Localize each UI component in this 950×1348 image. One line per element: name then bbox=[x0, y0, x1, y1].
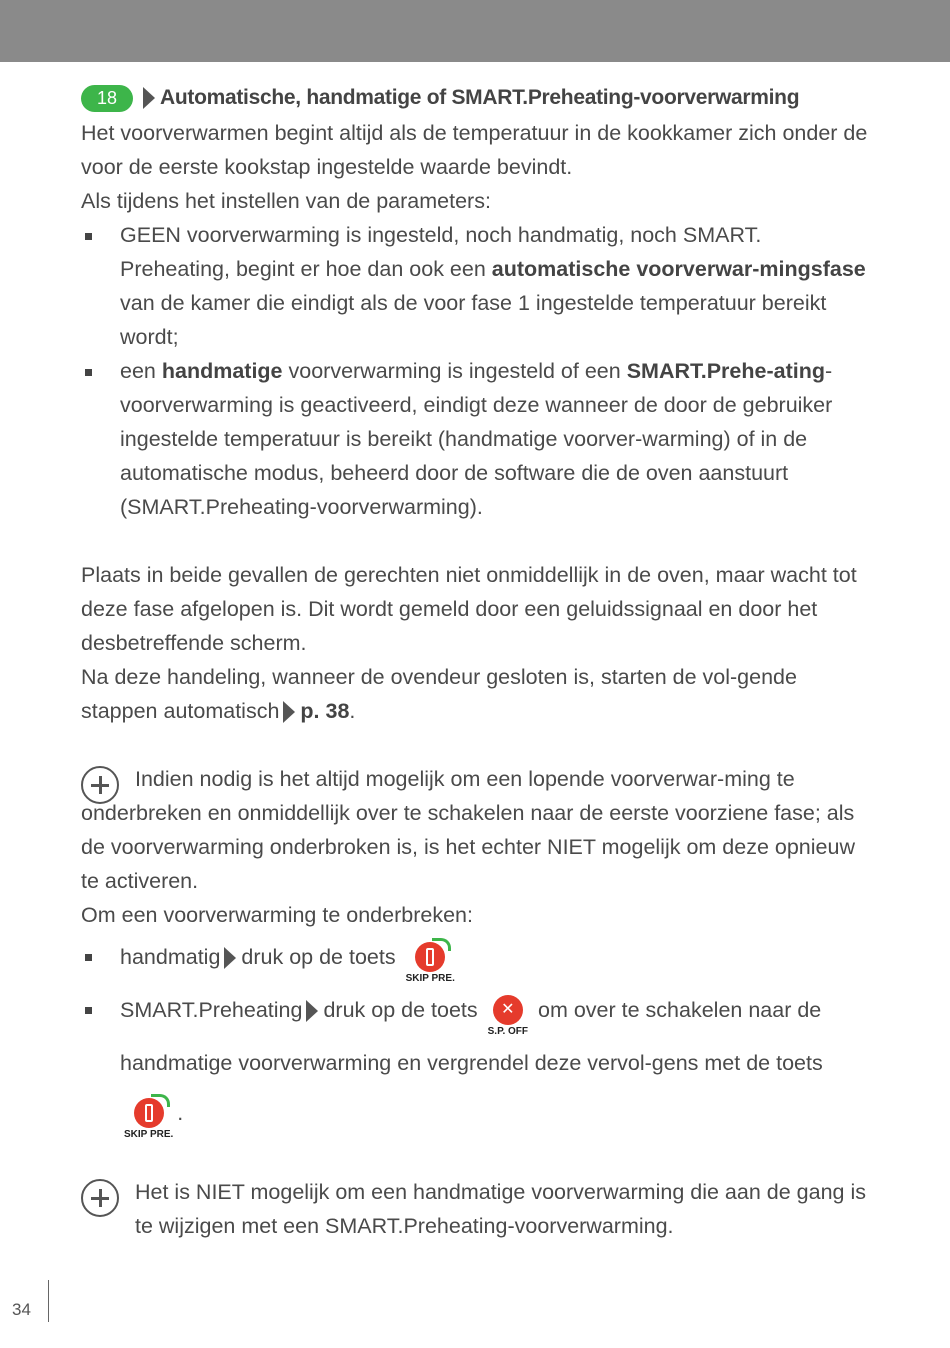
sp-off-key-icon: ✕ S.P. OFF bbox=[488, 995, 528, 1038]
skip-preheat-key-icon: SKIP PRE. bbox=[406, 942, 455, 985]
note-lead: Om een voorverwarming te onderbreken: bbox=[81, 903, 473, 927]
plus-icon bbox=[81, 766, 119, 804]
skip-preheat-key-icon: SKIP PRE. bbox=[124, 1098, 173, 1141]
arrow-right-icon bbox=[224, 947, 236, 969]
sequence-paragraph: Na deze handeling, wanneer de ovendeur gesloten is, starten de vol-gende stappen automatisch p. 38. bbox=[81, 665, 797, 723]
main-content bbox=[81, 80, 871, 1243]
intro-lead: Als tijdens het instellen van de parameters: bbox=[81, 189, 491, 213]
plus-icon bbox=[81, 1179, 119, 1217]
section-number-badge: 18 bbox=[81, 85, 133, 112]
list-item: een handmatige voorverwarming is ingesteld of een SMART.Prehe-ating-voorverwarming is geactiveerd, eindigt deze wanneer de door de gebruiker ingestelde temperatuur is bereikt (handmatige voorver-warming) of in de automatische modus, beheerd door de software die de oven aanstuurt (SMART.Preheating-voorverwarming). bbox=[81, 354, 871, 524]
section-title: Automatische, handmatige of SMART.Preheating-voorverwarming bbox=[160, 86, 800, 109]
note-text: Indien nodig is het altijd mogelijk om een lopende voorverwar-ming te onderbreken en onmiddellijk over te schakelen naar de eerste voorziene fase; als de voorverwarming onderbroken is, is het echter NIET mogelijk om deze opnieuw te activeren. bbox=[81, 767, 855, 893]
arrow-right-icon bbox=[143, 87, 155, 109]
note-no-change bbox=[81, 1175, 871, 1243]
condition-list bbox=[81, 218, 871, 524]
page-number: 34 bbox=[12, 1300, 31, 1319]
arrow-right-icon bbox=[283, 701, 295, 723]
list-item: GEEN voorverwarming is ingesteld, noch handmatig, noch SMART. Preheating, begint er hoe dan ook een automatische voorverwar-mingsfase van de kamer die eindigt als de voor fase 1 ingestelde temperatuur bereikt wordt; bbox=[81, 218, 871, 354]
note-interrupt bbox=[81, 762, 871, 932]
arrow-right-icon bbox=[306, 1000, 318, 1022]
wait-paragraph: Plaats in beide gevallen de gerechten niet onmiddellijk in de oven, maar wacht tot deze fase afgelopen is. Dit wordt gemeld door een geluidssignaal en door het desbetreffende scherm. bbox=[81, 563, 857, 655]
page-divider bbox=[48, 1280, 49, 1322]
page-reference-link[interactable]: p. 38 bbox=[300, 699, 350, 723]
intro-paragraph: Het voorverwarmen begint altijd als de temperatuur in de kookkamer zich onder de voor de eerste kookstap ingestelde waarde bevindt. bbox=[81, 121, 868, 179]
section-heading bbox=[81, 80, 871, 116]
header-bar bbox=[0, 0, 950, 62]
list-item: handmatig druk op de toets SKIP PRE. bbox=[81, 932, 871, 985]
list-item: SMART.Preheating druk op de toets ✕ S.P. OFF om over te schakelen naar de handmatige voorverwarming en vergrendel deze vervol-gens met de toets SKIP PRE. . bbox=[81, 985, 871, 1141]
note-text: Het is NIET mogelijk om een handmatige voorverwarming die aan de gang is te wijzigen met een SMART.Preheating-voorverwarming. bbox=[135, 1180, 866, 1238]
interrupt-list bbox=[81, 932, 871, 1141]
